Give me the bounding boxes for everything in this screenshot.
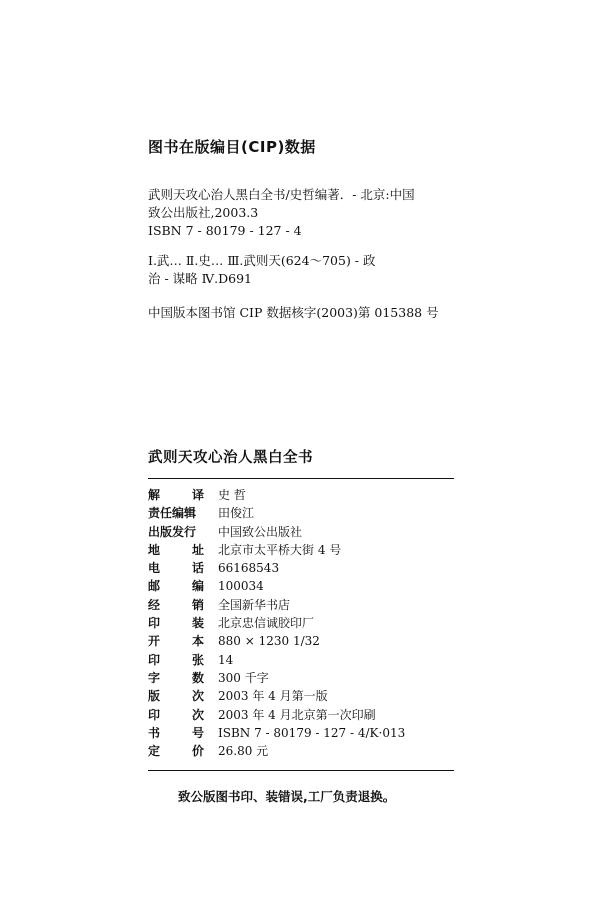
detail-value: 14 [218, 652, 234, 667]
detail-label [148, 669, 204, 686]
detail-label-char: 号 [191, 725, 204, 740]
detail-label [148, 687, 204, 704]
detail-label-char: 数 [191, 670, 204, 685]
colophon-details [148, 486, 454, 760]
detail-value: 880 × 1230 1/32 [218, 634, 320, 649]
detail-label-char: 本 [191, 634, 204, 649]
detail-value: 北京市太平桥大街 4 号 [218, 542, 342, 557]
detail-label [148, 724, 204, 741]
detail-label-char: 次 [191, 689, 204, 704]
detail-label-char: 价 [191, 744, 204, 759]
cip-line: 致公出版社,2003.3 [148, 205, 259, 220]
detail-value: 66168543 [218, 561, 280, 576]
detail-value: 史 哲 [218, 488, 246, 502]
detail-label-char: 电 [148, 561, 161, 576]
detail-row [148, 706, 454, 724]
detail-row [148, 651, 454, 669]
detail-label-char: 定 [148, 744, 161, 759]
detail-value: 全国新华书店 [218, 597, 291, 612]
detail-value: 北京忠信诚胶印厂 [218, 616, 315, 631]
detail-label-char: 印 [148, 652, 161, 667]
detail-label [148, 577, 204, 594]
detail-label [148, 632, 204, 649]
cip-classification-line: Ⅰ.武… Ⅱ.史… Ⅲ.武则天(624～705) - 政 [148, 253, 376, 268]
detail-label-char: 装 [191, 616, 204, 631]
detail-label-char: 邮 [148, 579, 161, 594]
detail-value: 100034 [218, 579, 264, 594]
detail-label [148, 742, 204, 759]
detail-label: 责任编辑 [148, 506, 197, 521]
detail-label-char: 字 [148, 670, 161, 685]
detail-value: 2003 年 4 月第一版 [218, 689, 328, 704]
detail-label [148, 614, 204, 631]
cip-isbn: ISBN 7 - 80179 - 127 - 4 [148, 223, 302, 238]
detail-row [148, 669, 454, 687]
detail-label [148, 486, 204, 503]
detail-label [148, 541, 204, 558]
bottom-divider [148, 770, 454, 771]
detail-value: 中国致公出版社 [218, 524, 303, 539]
detail-label [148, 651, 204, 668]
detail-label-char: 次 [191, 707, 204, 722]
detail-label [148, 559, 204, 576]
detail-label-char: 印 [148, 616, 161, 631]
detail-label-char: 印 [148, 707, 161, 722]
detail-row [148, 577, 454, 595]
cip-heading: 图书在版编目(CIP)数据 [148, 138, 316, 156]
cip-statement: 中国版本图书馆 CIP 数据核字(2003)第 015388 号 [148, 305, 439, 320]
detail-label: 出版发行 [148, 524, 197, 539]
detail-row [148, 596, 454, 614]
detail-label-char: 经 [148, 597, 161, 612]
detail-label [148, 706, 204, 723]
detail-row [148, 523, 454, 541]
detail-row [148, 541, 454, 559]
detail-label-char: 译 [191, 488, 204, 502]
detail-row [148, 504, 454, 522]
detail-row [148, 614, 454, 632]
detail-row [148, 724, 454, 742]
detail-value: 田俊江 [218, 506, 255, 521]
detail-label [148, 596, 204, 613]
detail-label-char: 开 [148, 634, 161, 649]
detail-label-char: 销 [191, 597, 204, 612]
detail-value: ISBN 7 - 80179 - 127 - 4/K·013 [218, 725, 406, 740]
detail-label-char: 址 [191, 542, 204, 557]
cip-block [148, 186, 468, 322]
detail-value: 300 千字 [218, 670, 269, 685]
detail-value: 2003 年 4 月北京第一次印刷 [218, 707, 376, 722]
detail-row [148, 742, 454, 760]
detail-label-char: 编 [191, 579, 204, 594]
detail-row [148, 486, 454, 504]
detail-label-char: 地 [148, 542, 161, 557]
detail-label-char: 张 [191, 652, 204, 667]
detail-row [148, 632, 454, 650]
detail-row [148, 559, 454, 577]
detail-label-char: 版 [148, 689, 161, 704]
return-notice: 致公版图书印、装错误,工厂负责退换。 [178, 789, 396, 804]
cip-classification-line: 治 - 谋略 Ⅳ.D691 [148, 271, 252, 286]
detail-label-char: 话 [191, 561, 204, 576]
detail-value: 26.80 元 [218, 744, 269, 759]
top-divider [148, 478, 454, 479]
detail-label-char: 书 [148, 725, 161, 740]
detail-label-char: 解 [148, 488, 161, 502]
detail-row [148, 687, 454, 705]
book-title: 武则天攻心治人黑白全书 [148, 450, 313, 466]
cip-line: 武则天攻心治人黑白全书/史哲编著．- 北京:中国 [148, 187, 415, 202]
